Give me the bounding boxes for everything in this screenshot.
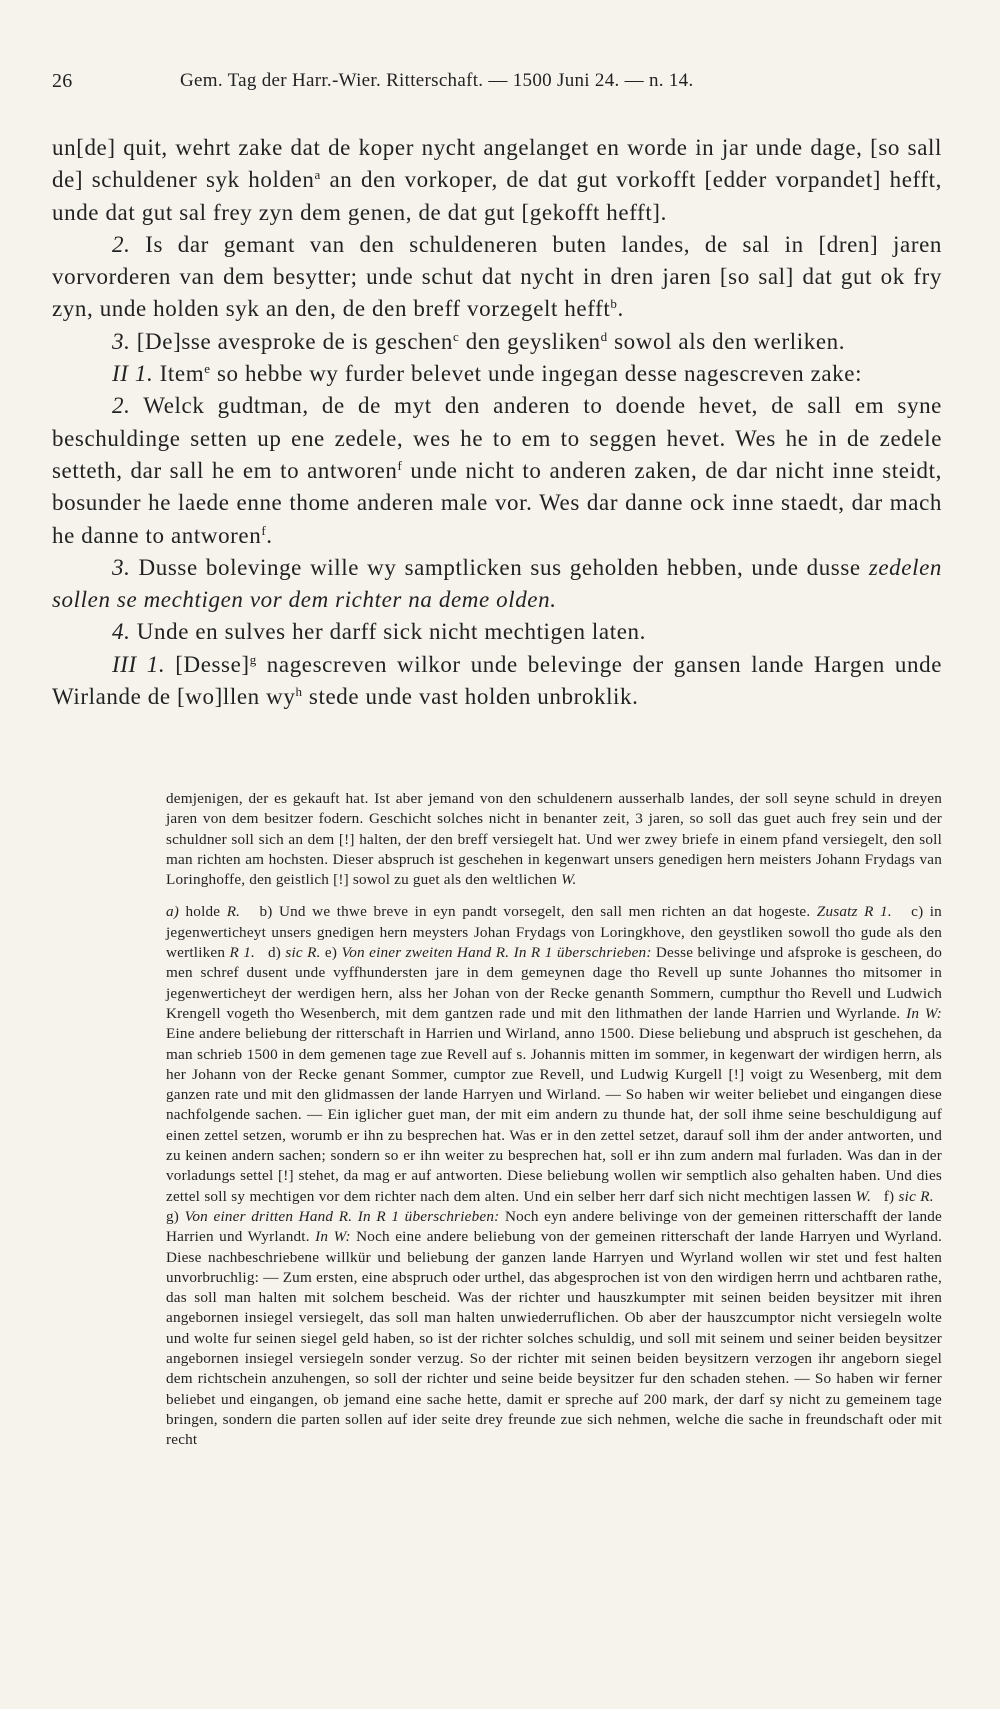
italic-text: In W:	[315, 1228, 351, 1246]
text-run: d)	[255, 944, 286, 962]
text-run: b) Und we thwe breve in eyn pandt vorsegelt, den sall men richten an dat hogeste.	[240, 903, 817, 921]
text-run: c) in jegenwerticheyt unsers gnedigen hern meysters Johan Frydags von Loringkhove, den geystliken sowoll tho gude als den wertliken	[166, 903, 942, 962]
italic-text: Zusatz R 1.	[816, 903, 892, 921]
paragraph	[52, 229, 942, 326]
paragraph	[52, 326, 942, 358]
section-number: 3.	[112, 328, 131, 354]
text-run: Unde en sulves her darff sick nicht mechtigen laten.	[130, 619, 646, 645]
section-number: 2.	[112, 231, 131, 257]
italic-text: Von einer dritten Hand R. In R 1 überschrieben:	[184, 1207, 500, 1225]
paragraph	[52, 132, 942, 229]
paragraph	[52, 390, 942, 551]
text-run: den geysliken	[459, 328, 601, 354]
section-number: 4.	[112, 619, 131, 645]
text-run: .	[617, 296, 624, 322]
section-number: II 1.	[112, 361, 154, 387]
footnote-marker: e	[204, 361, 211, 377]
text-run: Item	[153, 361, 205, 387]
text-run: Welck gudtman, de de myt den anderen to doende hevet, de sall em syne beschuldinge setten up ene zedele, wes he to em to seggen hevet. Wes he in de zedele setteth, dar sall he em to antworen	[52, 393, 942, 483]
italic-text: In W:	[906, 1004, 942, 1022]
main-text	[52, 132, 942, 713]
section-number: 3.	[112, 554, 131, 580]
footnote-marker: f	[261, 522, 267, 538]
section-number: 2.	[112, 393, 131, 419]
footnotes	[166, 902, 942, 1450]
text-run: un[de] quit, wehrt zake dat de koper nycht angelanget en worde in jar unde dage, [so sall de] schuldener syk holden	[52, 135, 942, 193]
italic-text: R.	[226, 903, 241, 921]
italic-text: W.	[855, 1187, 872, 1205]
paragraph	[52, 616, 942, 648]
italic-text: a)	[166, 903, 180, 921]
footnote-marker: g	[249, 651, 257, 667]
text-run: g)	[166, 1187, 942, 1225]
italic-text: sic R.	[285, 944, 321, 962]
footnote-marker: a	[314, 167, 321, 183]
text-run: Eine andere beliebung der ritterschaft in Harrien und Wirland, anno 1500. Diese beliebung und abspruch ist geschehen, da man schrieb 1500 in dem gemenen tage zue Revell auf s. Johannis mitten im sommer, in kegenwart der wirdigen herrn, als her Johann von der Recke genant Sommer, cumptor zue Revell, und Ludwig Kurgell [!] voigt zu Wesenberg, mit dem ganzen rate und mit den glidmassen der lande Harryen und Wirland. — So haben wir weiter beliebet und eingangen diese nachfolgende sachen. — Ein iglicher guet man, der mit eim andern zu thunde hat, der soll ihme seine beschuldigung auf einen zettel setzen, worumb er ihn zu besprechen hat. Was er in den zettel setzet, darauf soll ihm der ander antworten, und zu keinen andern sachen; sondern so er ihn weiter zu besprechen hat, soll er ihn zum andern mal furladen. Was dan in der vorladungs settel [!] stehet, da mag er auf antworten. Diese beliebung wollen wir semptlich also gehalten haben. Und dies zettel soll sy mechtigen vor dem richter nach dem alten. Und ein selber herr darf sich nicht mechtigen lassen	[166, 1025, 942, 1205]
text-run: Noch eine andere beliebung von der gemeinen ritterschaft der lande Harryen und Wyrland. Diese nachbeschriebene willkür und beliebung der ganzen lande Harryen und Wyrland wollen wir stet und fest halten unvorbruchlig: — Zum ersten, eine abspruch oder urthel, das abgesprochen ist von den wirdigen herrn und achtbaren rathe, das soll man halten mit solchem bescheid. Was der richter und hauszkumpter mit seinen beiden beysitzer mit ihren angebornen insiegel versiegelt, das soll man halten unwiederruflichen. Ob aber der hauszcumptor nicht versiegeln wolte und wolte fur seinen siegel geld haben, so ist der richter solches schuldig, und soll mit seinem und seiner beiden beysitzer angebornen insiegel versiegeln sonder verzug. So der richter mit seinen beiden beysitzern verzogen ihr angeborn siegel dem richtschein anzuhengen, so soll der richter und seine beide beysitzer fur den schaden stehen. — So haben wir ferner beliebet und eingangen, ob jemand eine sache hette, damit er spreche auf 200 mark, der darf sy nicht zu gemeinem tage bringen, sondern die parten sollen auf ider seite drey freunde zue sich nehmen, welche die sache in freundschaft oder mit recht	[166, 1228, 942, 1449]
section-number: III 1.	[112, 651, 166, 677]
text-run: stede unde vast holden unbroklik.	[302, 684, 639, 710]
translation-note	[166, 789, 942, 890]
italic-text: W.	[561, 871, 577, 889]
text-run: e)	[320, 944, 342, 962]
text-run: [Desse]	[165, 651, 250, 677]
text-run: unde nicht to anderen zaken, de dar nicht inne steidt, bosunder he laede enne thome anderen male vor. Wes dar danne ock inne staedt, dar mach he danne to antworen	[52, 457, 942, 548]
footnote-marker: d	[600, 328, 608, 344]
text-run: Desse belivinge und afsproke is gescheen, do men schref dusent unde vyffhundersten jare in dem gemeynen dage tho Revell up sunte Johannes tho mitsomer in jegenwerticheyt der werdigen hern, alss her Johan von der Recke genanth Sommern, cumpthur tho Revell und Ludwich Krengell vogeth tho Wesenberch, mit dem gantzen rade und mit den lithmathen der lande Harrien und Wyrlande.	[166, 944, 942, 1022]
italic-text: R 1.	[229, 944, 256, 962]
text-run: Is dar gemant van den schuldeneren buten landes, de sal in [dren] jaren vorvorderen van dem besytter; unde schut dat nycht in dren jaren [so sal] dat gut ok fry zyn, unde holden syk an den, de den breff vorzegelt hefft	[52, 231, 942, 322]
text-run: [De]sse avesproke de is geschen	[130, 328, 454, 354]
notes-section	[166, 789, 942, 1451]
footnote-marker: h	[295, 684, 303, 700]
text-run: sowol als den werliken.	[607, 328, 846, 354]
italic-text: Von einer zweiten Hand R. In R 1 überschrieben:	[341, 944, 652, 962]
italic-text: sic R.	[898, 1187, 934, 1205]
page-number: 26	[52, 70, 73, 92]
text-run: an den vorkoper, de dat gut vorkofft [edder vorpandet] hefft, unde dat gut sal frey zyn dem genen, de dat gut [gekofft hefft].	[52, 167, 943, 225]
text-run: holde	[179, 903, 227, 921]
paragraph	[52, 649, 942, 714]
italic-text: zedelen sollen se mechtigen vor dem richter na deme olden.	[52, 554, 942, 613]
running-title: Gem. Tag der Harr.-Wier. Ritterschaft. — 1500 Juni 24. — n. 14.	[180, 70, 694, 91]
text-run: .	[266, 522, 273, 548]
footnote-marker: f	[397, 457, 403, 473]
text-run: demjenigen, der es gekauft hat. Ist aber jemand von den schuldenern ausserhalb landes, der soll seyne schuld in dreyen jaren von dem besitzer fodern. Geschicht solches nicht in benanter zeit, 3 jaren, so soll das guet auch frey sein und der schuldner soll sich an dem [!] halten, der den breff versiegelt hat. Und wer zwey briefe in einem pfand versiegelt, den soll man richten am hochsten. Dieser abspruch ist geschehen in kegenwart unsers genedigen hern meisters Johann Frydags van Loringhoffe, den geistlich [!] sowol zu guet als den weltlichen	[166, 790, 942, 889]
text-run: f)	[871, 1187, 899, 1205]
text-run: so hebbe wy furder belevet unde ingegan desse nagescreven zake:	[210, 361, 863, 387]
paragraph	[52, 358, 942, 390]
text-run: Dusse bolevinge wille wy samptlicken sus geholden hebben, unde dusse	[130, 554, 869, 580]
footnote-marker: c	[453, 328, 460, 344]
text-run: Noch eyn andere belivinge von der gemeinen ritterschafft der lande Harrien und Wyrlandt.	[166, 1207, 942, 1246]
paragraph	[52, 552, 942, 617]
footnote-marker: b	[610, 296, 618, 312]
text-run: nagescreven wilkor unde belevinge der gansen lande Hargen unde Wirlande de [wo]llen wy	[52, 651, 943, 710]
